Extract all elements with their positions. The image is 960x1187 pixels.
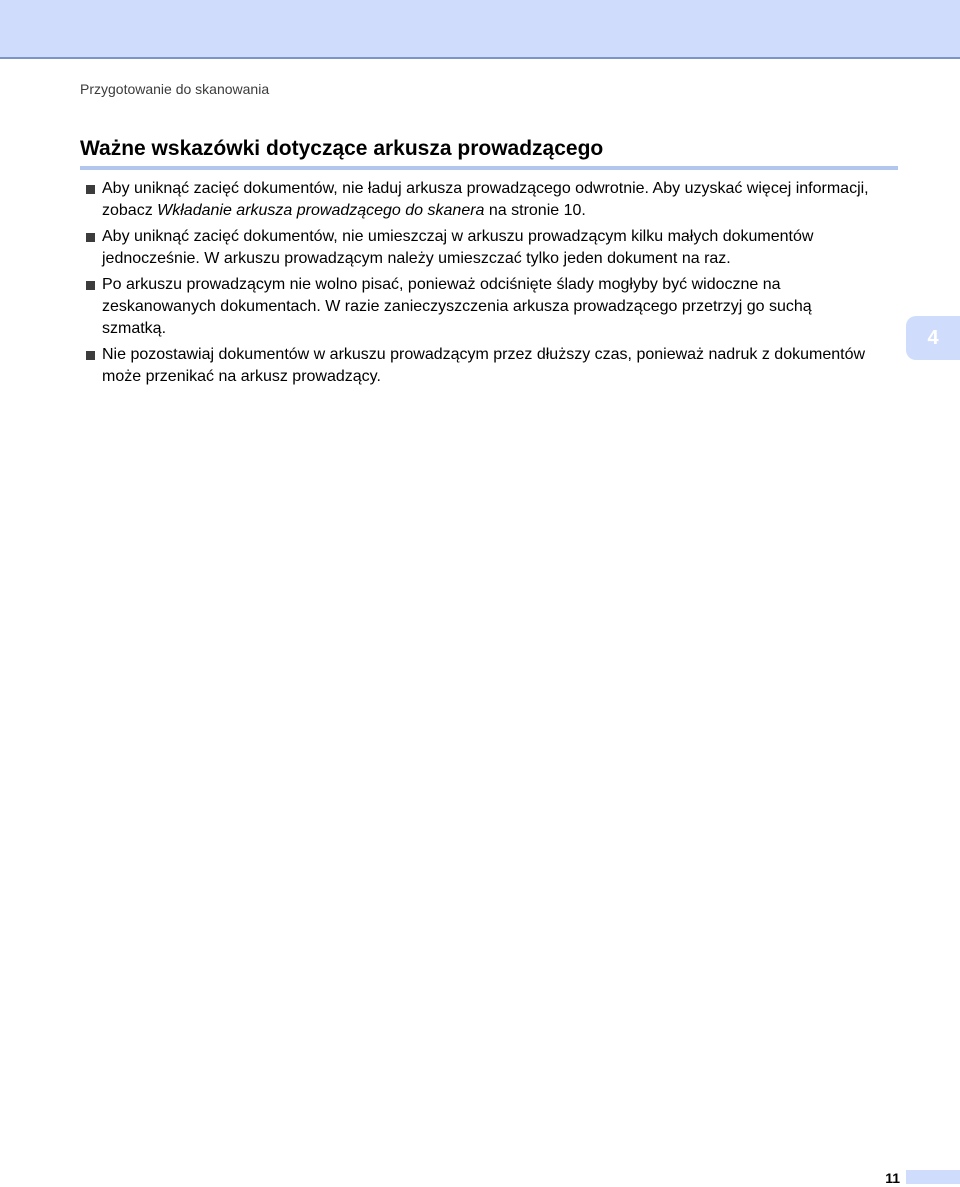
bullet-text-tail: na stronie 10. (484, 202, 586, 219)
bullet-text: Po arkuszu prowadzącym nie wolno pisać, ponieważ odciśnięte ślady mogłyby być widoczne na zeskanowanych dokumentach. W razie zanieczyszczenia arkusza prowadzącego przetrzyj go suchą szmatką. (102, 276, 812, 337)
title-underline-rule (80, 166, 898, 170)
page-number: 11 (885, 1170, 900, 1186)
chapter-number: 4 (927, 326, 939, 349)
top-header-band (0, 0, 960, 59)
list-item (80, 178, 880, 222)
square-bullet-icon (86, 281, 95, 290)
list-item (80, 344, 880, 388)
bullet-text: Nie pozostawiaj dokumentów w arkuszu prowadzącym przez dłuższy czas, ponieważ nadruk z dokumentów może przenikać na arkusz prowadzący. (102, 346, 866, 385)
square-bullet-icon (86, 233, 95, 242)
page-number-tab (906, 1170, 960, 1184)
section-title: Ważne wskazówki dotyczące arkusza prowadzącego (80, 137, 604, 160)
running-header: Przygotowanie do skanowania (80, 81, 270, 97)
chapter-tab (906, 316, 960, 360)
cross-reference-link[interactable]: Wkładanie arkusza prowadzącego do skanera (157, 202, 485, 219)
list-item (80, 274, 880, 340)
bullet-text: Aby uniknąć zacięć dokumentów, nie ładuj arkusza prowadzącego odwrotnie. Aby uzyskać więcej informacji, zobacz (102, 180, 869, 219)
guide-sheet-tips-list (80, 178, 880, 392)
bullet-text: Aby uniknąć zacięć dokumentów, nie umieszczaj w arkuszu prowadzącym kilku małych dokumentów jednocześnie. W arkuszu prowadzącym należy umieszczać tylko jeden dokument na raz. (102, 228, 814, 267)
square-bullet-icon (86, 351, 95, 360)
list-item (80, 226, 880, 270)
square-bullet-icon (86, 185, 95, 194)
